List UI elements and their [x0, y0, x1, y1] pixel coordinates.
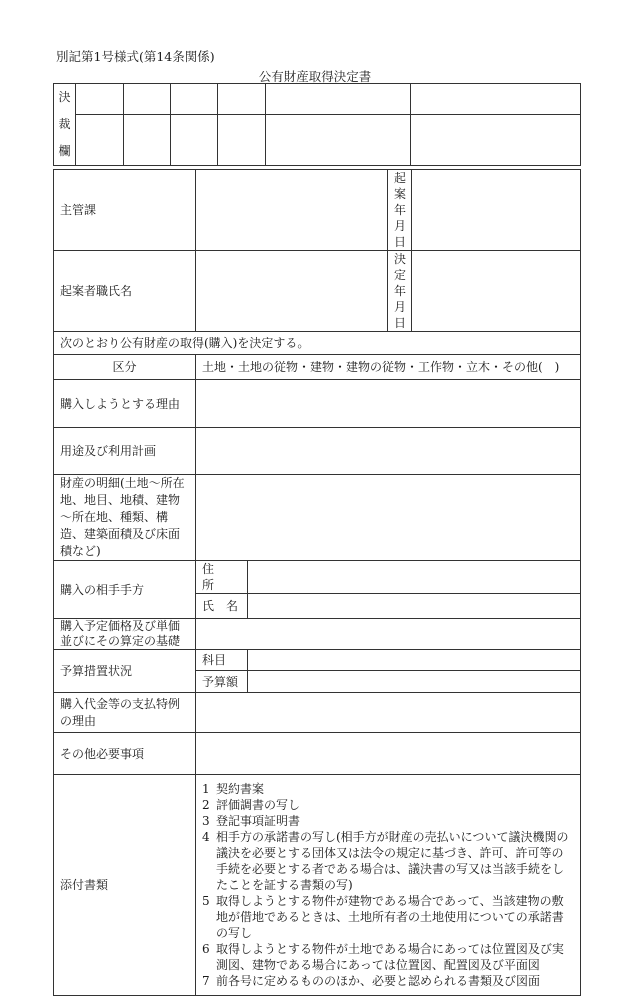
- category-options[interactable]: 土地・土地の従物・建物・建物の従物・工作物・立木・その他( ): [196, 355, 581, 380]
- acquisition-form-table: [53, 169, 581, 996]
- price-basis-field[interactable]: [196, 619, 581, 650]
- attachment-item: 4 相手方の承諾書の写し(相手方が財産の売払いについて議決機関の議決を必要とする団体又は法令の規定に基づき、許可、許可等の手続を必要とする者である場合は、議決書の写又は当該手続をしたことを証する書類の写): [202, 830, 569, 892]
- address-label: 住 所: [196, 561, 248, 594]
- purchase-reason-label: 購入しようとする理由: [54, 380, 196, 428]
- approval-stamp-cell[interactable]: [218, 115, 266, 166]
- document-title: 公有財産取得決定書: [258, 69, 372, 84]
- property-details-field[interactable]: [196, 475, 581, 561]
- approval-table: [53, 83, 581, 166]
- usage-plan-label: 用途及び利用計画: [54, 428, 196, 475]
- approval-stamp-cell[interactable]: [124, 84, 171, 115]
- attachments-list: [196, 775, 581, 996]
- attachment-item: 7 前各号に定めるもののほか、必要と認められる書類及び図面: [202, 974, 541, 988]
- department-label: 主管課: [54, 170, 196, 251]
- budget-item-label: 科目: [196, 650, 248, 671]
- usage-plan-field[interactable]: [196, 428, 581, 475]
- name-label: 氏 名: [196, 594, 248, 619]
- approval-stamp-cell[interactable]: [76, 115, 124, 166]
- approval-stamp-cell[interactable]: [266, 84, 411, 115]
- approval-stamp-cell[interactable]: [124, 115, 171, 166]
- decision-date-label: 決定年月日: [388, 251, 412, 332]
- attachment-item: 3 登記事項証明書: [202, 814, 301, 828]
- other-items-field[interactable]: [196, 733, 581, 775]
- department-field[interactable]: [196, 170, 388, 251]
- approval-stamp-cell[interactable]: [76, 84, 124, 115]
- attachments-label: 添付書類: [54, 775, 196, 996]
- drafter-label: 起案者職氏名: [54, 251, 196, 332]
- price-basis-label: 購入予定価格及び単価並びにその算定の基礎: [54, 619, 196, 650]
- approval-stamp-cell[interactable]: [411, 115, 581, 166]
- property-details-label: 財産の明細(土地～所在地、地目、地積、建物～所在地、種類、構造、建築面積及び床面積など): [54, 475, 196, 561]
- payment-exception-field[interactable]: [196, 693, 581, 733]
- budget-amount-field[interactable]: [248, 671, 581, 693]
- approval-stamp-cell[interactable]: [171, 84, 218, 115]
- counterparty-label: 購入の相手手方: [54, 561, 196, 619]
- approval-label-char-2: 裁: [58, 117, 71, 131]
- budget-item-field[interactable]: [248, 650, 581, 671]
- approval-stamp-cell[interactable]: [266, 115, 411, 166]
- approval-stamp-cell[interactable]: [171, 115, 218, 166]
- attachment-item: 2 評価調書の写し: [202, 798, 301, 812]
- attachment-item: 5 取得しようとする物件が建物である場合であって、当該建物の敷地が借地であるときは、土地所有者の土地使用についての承諾書の写し: [202, 894, 564, 940]
- name-field[interactable]: [248, 594, 581, 619]
- approval-label: [54, 84, 76, 166]
- decision-date-field[interactable]: [412, 251, 581, 332]
- attachment-item: 1 契約書案: [202, 782, 265, 796]
- approval-stamp-cell[interactable]: [411, 84, 581, 115]
- budget-amount-label: 予算額: [196, 671, 248, 693]
- address-field[interactable]: [248, 561, 581, 594]
- decision-statement: 次のとおり公有財産の取得(購入)を決定する。: [54, 332, 581, 355]
- draft-date-label: 起案年月日: [388, 170, 412, 251]
- form-number: 別記第1号様式(第14条関係): [56, 49, 215, 64]
- category-label: 区分: [54, 355, 196, 380]
- approval-label-char-3: 欄: [58, 144, 71, 158]
- budget-status-label: 予算措置状況: [54, 650, 196, 693]
- purchase-reason-field[interactable]: [196, 380, 581, 428]
- approval-stamp-cell[interactable]: [218, 84, 266, 115]
- draft-date-field[interactable]: [412, 170, 581, 251]
- attachment-item: 6 取得しようとする物件が土地である場合にあっては位置図及び実測図、建物である場合にあっては位置図、配置図及び平面図: [202, 942, 564, 972]
- approval-label-char-1: 決: [58, 90, 71, 104]
- other-items-label: その他必要事項: [54, 733, 196, 775]
- payment-exception-label: 購入代金等の支払特例の理由: [54, 693, 196, 733]
- drafter-field[interactable]: [196, 251, 388, 332]
